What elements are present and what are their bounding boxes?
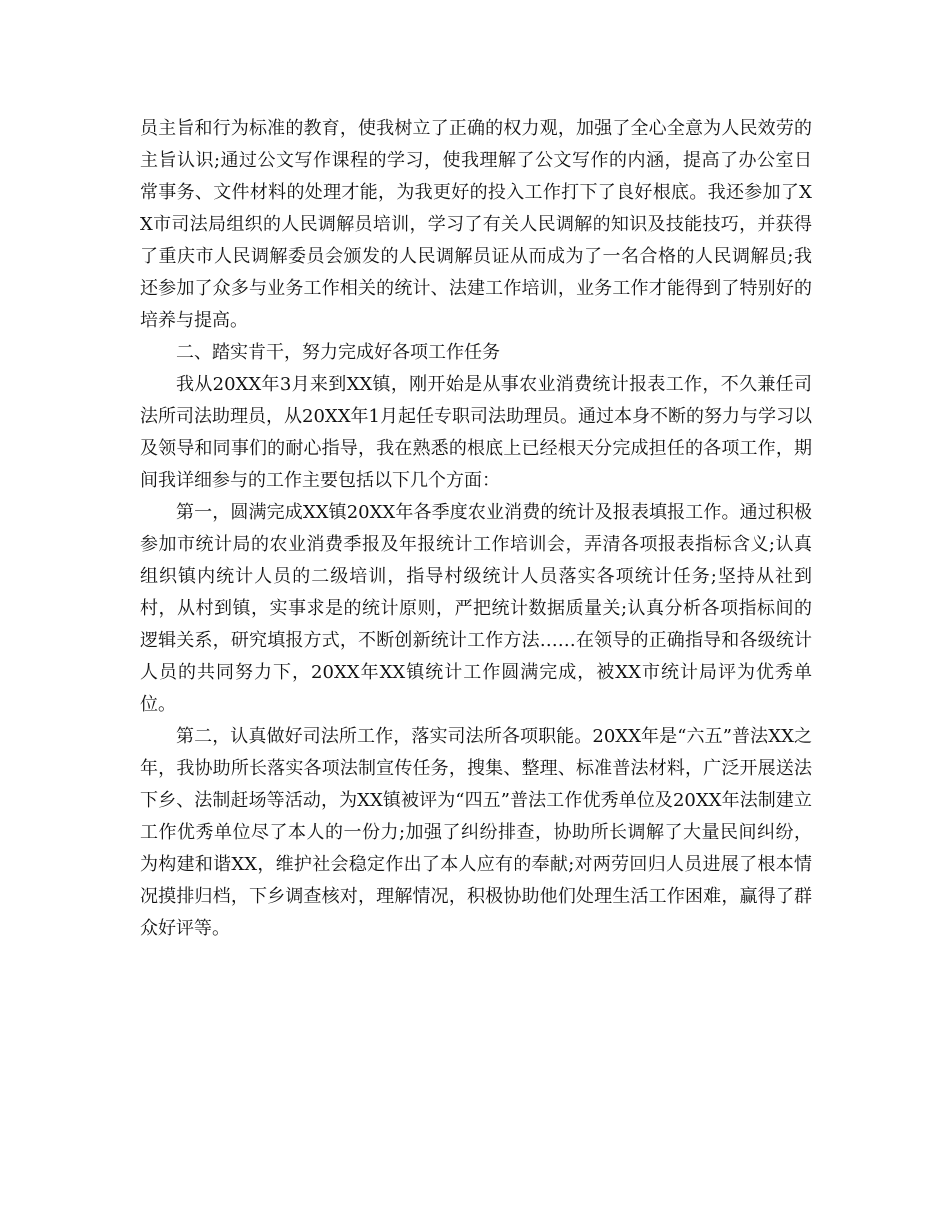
document-body: [140, 113, 812, 945]
paragraph-first-statistics: 第一，圆满完成XX镇20XX年各季度农业消费的统计及报表填报工作。通过积极参加市统计局的农业消费季报及年报统计工作培训会，弄清各项报表指标含义;认真组织镇内统计人员的二级培训，指导村级统计人员落实各项统计任务;坚持从社到村，从村到镇，实事求是的统计原则，严把统计数据质量关;认真分析各项指标间的逻辑关系，研究填报方式，不断创新统计工作方法……在领导的正确指导和各级统计人员的共同努力下，20XX年XX镇统计工作圆满完成，被XX市统计局评为优秀单位。: [140, 502, 812, 715]
section-heading-work-tasks: 二、踏实肯干，努力完成好各项工作任务: [176, 342, 500, 363]
paragraph-training-continued: 员主旨和行为标准的教育，使我树立了正确的权力观，加强了全心全意为人民效劳的主旨认识;通过公文写作课程的学习，使我理解了公文写作的内涵，提高了办公室日常事务、文件材料的处理才能，为我更好的投入工作打下了良好根底。我还参加了XX市司法局组织的人民调解员培训，学习了有关人民调解的知识及技能技巧，并获得了重庆市人民调解委员会颁发的人民调解员证从而成为了一名合格的人民调解员;我还参加了众多与业务工作相关的统计、法建工作培训，业务工作才能得到了特别好的培养与提高。: [140, 118, 812, 331]
paragraph-work-overview: 我从20XX年3月来到XX镇，刚开始是从事农业消费统计报表工作，不久兼任司法所司法助理员，从20XX年1月起任专职司法助理员。通过本身不断的努力与学习以及领导和同事们的耐心指导，我在熟悉的根底上已经根天分完成担任的各项工作，期间我详细参与的工作主要包括以下几个方面：: [140, 374, 812, 491]
paragraph-second-judicial: 第二，认真做好司法所工作，落实司法所各项职能。20XX年是“六五”普法XX之年，我协助所长落实各项法制宣传任务，搜集、整理、标准普法材料，广泛开展送法下乡、法制赶场等活动，为XX镇被评为“四五”普法工作优秀单位及20XX年法制建立工作优秀单位尽了本人的一份力;加强了纠纷排查，协助所长调解了大量民间纠纷，为构建和谐XX，维护社会稳定作出了本人应有的奉献;对两劳回归人员进展了根本情况摸排归档，下乡调查核对，理解情况，积极协助他们处理生活工作困难，赢得了群众好评等。: [140, 726, 812, 939]
